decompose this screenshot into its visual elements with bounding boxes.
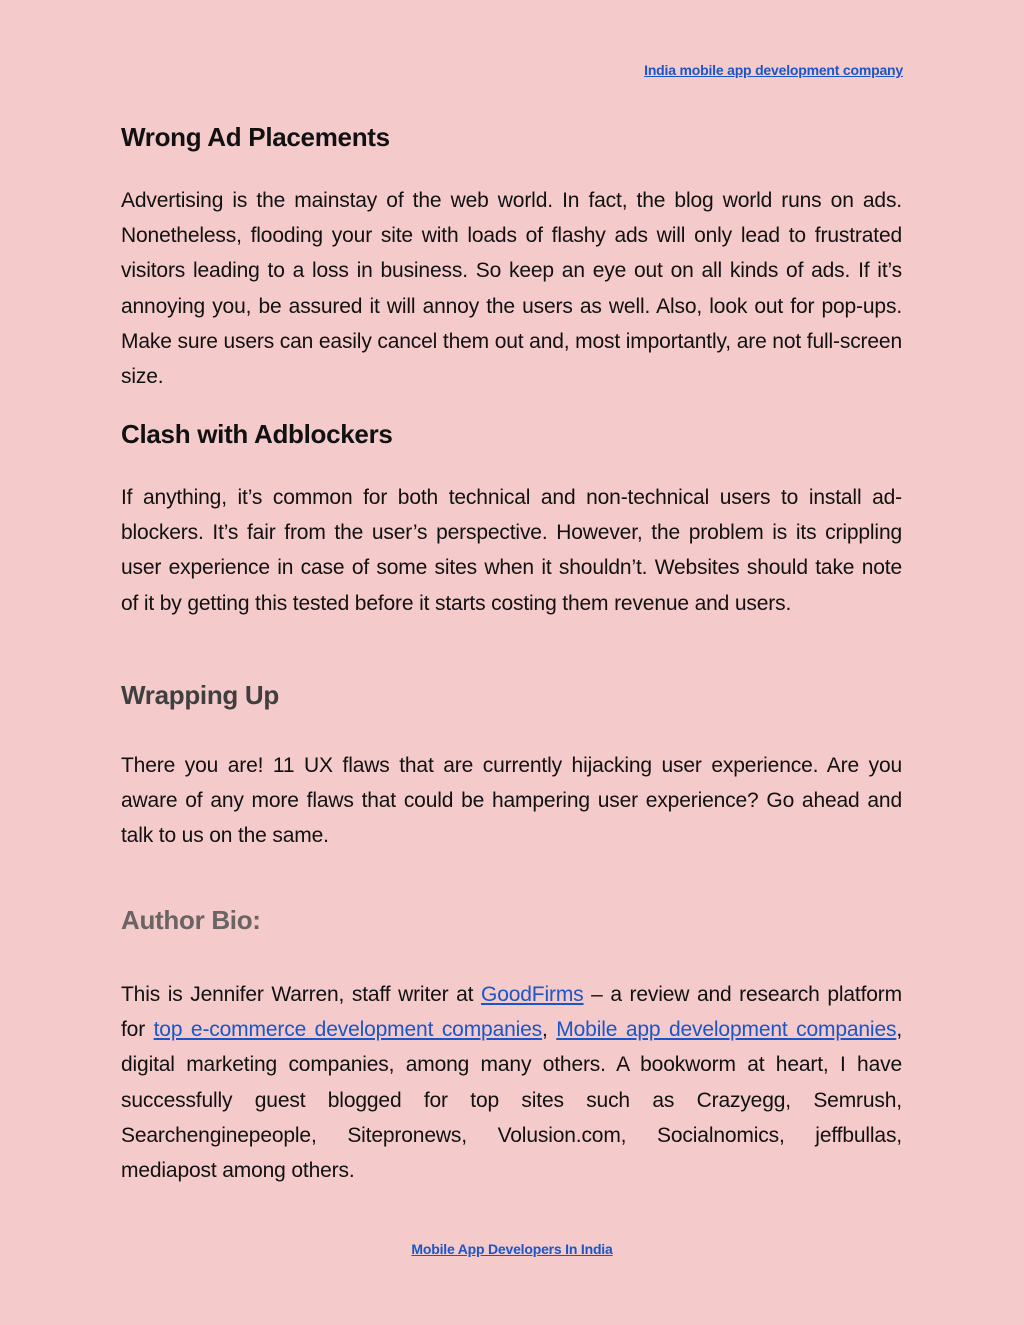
section-body-container bbox=[121, 748, 902, 854]
author-bio-heading-container bbox=[121, 905, 902, 936]
section-body-container bbox=[121, 183, 902, 394]
author-text-part: This is Jennifer Warren, staff writer at bbox=[121, 983, 482, 1006]
author-text-part: , bbox=[542, 1018, 557, 1042]
section-wrapping-up bbox=[121, 680, 902, 711]
section-heading: Wrapping Up bbox=[121, 680, 279, 710]
section-heading: Clash with Adblockers bbox=[121, 419, 393, 449]
ecommerce-companies-link[interactable]: top e-commerce development companies bbox=[153, 1018, 543, 1042]
header-link[interactable]: India mobile app development company bbox=[644, 62, 903, 78]
mobile-app-companies-link[interactable]: Mobile app development companies bbox=[556, 1018, 897, 1042]
author-text-part: , digital marketing companies, among many others. A bookworm at heart, I have successfully guest blogged for top sites such as Crazyegg, Semrush, Searchenginepeople, Sitepronews, Volusion.com, Socialnomics, jeffbullas, mediapost among others. bbox=[121, 1018, 903, 1183]
section-body: There you are! 11 UX flaws that are currently hijacking user experience. Are you aware of any more flaws that could be hampering user experience? Go ahead and talk to us on the same. bbox=[121, 754, 902, 848]
author-bio-text bbox=[121, 977, 902, 1188]
section-body: If anything, it’s common for both technical and non-technical users to install ad-blockers. It’s fair from the user’s perspective. However, the problem is its crippling user experience in case of some sites when it shouldn’t. Websites should take note of it by getting this tested before it starts costing them revenue and users. bbox=[121, 486, 902, 615]
author-text-part: – a review and research platform for bbox=[121, 983, 902, 1042]
footer-link[interactable]: Mobile App Developers In India bbox=[411, 1241, 613, 1257]
goodfirms-link[interactable]: GoodFirms bbox=[481, 983, 584, 1006]
section-clash-with-adblockers bbox=[121, 419, 902, 450]
section-wrong-ad-placements bbox=[121, 122, 902, 153]
author-bio-heading: Author Bio: bbox=[121, 905, 261, 935]
section-body-container bbox=[121, 480, 902, 621]
author-bio-container bbox=[121, 977, 902, 1188]
section-heading: Wrong Ad Placements bbox=[121, 122, 390, 152]
section-body: Advertising is the mainstay of the web world. In fact, the blog world runs on ads. Nonetheless, flooding your site with loads of flashy ads will only lead to frustrated visitors leading to a loss in business. So keep an eye out on all kinds of ads. If it’s annoying you, be assured it will annoy the users as well. Also, look out for pop-ups. Make sure users can easily cancel them out and, most importantly, are not full-screen size. bbox=[121, 189, 902, 389]
